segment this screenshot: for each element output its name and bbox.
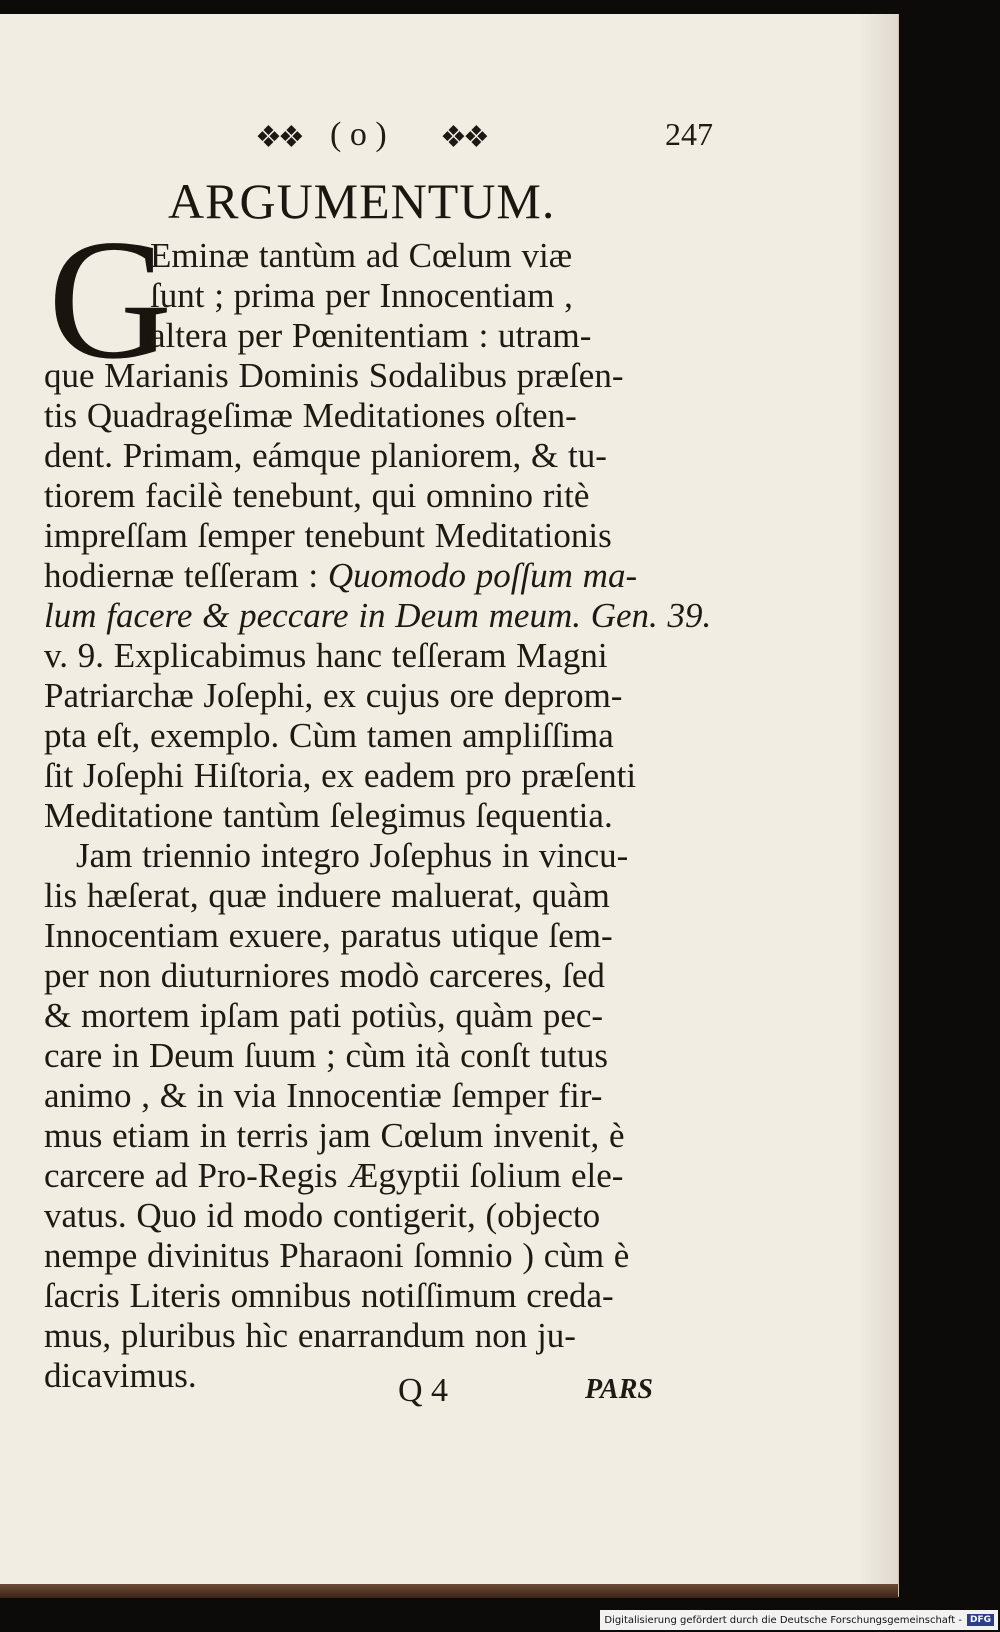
text-line: pta eſt, exemplo. Cùm tamen ampliſſima bbox=[44, 716, 614, 755]
text-line bbox=[44, 556, 637, 596]
text-line: impreſſam ſemper tenebunt Meditationis bbox=[44, 516, 612, 555]
text-line: mus, pluribus hìc enarrandum non ju- bbox=[44, 1316, 576, 1355]
text-line: tis Quadrageſimæ Meditationes oſten- bbox=[44, 396, 577, 435]
dfg-logo: DFG bbox=[967, 1614, 994, 1626]
text-line: dicavimus. bbox=[44, 1356, 197, 1395]
text-line: Innocentiam exuere, paratus utique ſem- bbox=[44, 916, 613, 955]
text-line-italic: lum facere & peccare in Deum meum. Gen. 39. bbox=[44, 596, 712, 635]
catchword: PARS bbox=[585, 1374, 653, 1405]
text-line: & mortem ipſam pati potiùs, quàm pec- bbox=[44, 996, 604, 1035]
page-edge bbox=[0, 1584, 898, 1598]
text-line: altera per Pœnitentiam : utram- bbox=[150, 316, 592, 355]
text-line: animo , & in via Innocentiæ ſemper fir- bbox=[44, 1076, 603, 1115]
page-number: 247 bbox=[665, 116, 713, 152]
text-line: v. 9. Explicabimus hanc teſſeram Magni bbox=[44, 636, 608, 675]
motto-italic: Quomodo poſſum ma- bbox=[327, 556, 638, 595]
text-line: ſunt ; prima per Innocentiam , bbox=[150, 276, 573, 315]
text-line: Meditatione tantùm ſelegimus ſequentia. bbox=[44, 796, 613, 835]
text-line: dent. Primam, eámque planiorem, & tu- bbox=[44, 436, 607, 475]
signature-mark: Q 4 bbox=[398, 1372, 449, 1409]
digitization-footer bbox=[600, 1610, 998, 1630]
text-line: mus etiam in terris jam Cœlum invenit, è bbox=[44, 1116, 625, 1155]
text-line: lis hæſerat, quæ induere maluerat, quàm bbox=[44, 876, 610, 915]
ornament-left-icon: ❖❖ bbox=[255, 120, 301, 155]
body-text bbox=[0, 14, 898, 1414]
section-marker: ( o ) bbox=[330, 116, 387, 153]
text-line: carcere ad Pro-Regis Ægyptii ſolium ele- bbox=[44, 1156, 624, 1195]
text-line: que Marianis Dominis Sodalibus præſen- bbox=[44, 356, 624, 395]
text-line: nempe divinitus Pharaoni ſomnio ) cùm è bbox=[44, 1236, 630, 1275]
text-line: per non diuturniores modò carceres, ſed bbox=[44, 956, 605, 995]
text-line: vatus. Quo id modo contigerit, (objecto bbox=[44, 1196, 601, 1235]
text-line: Patriarchæ Joſephi, ex cujus ore deprom- bbox=[44, 676, 623, 715]
footer-credit: Digitalisierung gefördert durch die Deutsche Forschungsgemeinschaft - bbox=[604, 1614, 962, 1626]
text-line: Jam triennio integro Joſephus in vincu- bbox=[76, 836, 629, 875]
drop-cap: G bbox=[48, 205, 173, 395]
text-line: tiorem facilè tenebunt, qui omnino ritè bbox=[44, 476, 590, 515]
text-segment: hodiernæ teſſeram : bbox=[44, 556, 319, 595]
text-line: care in Deum ſuum ; cùm ità conſt tutus bbox=[44, 1036, 608, 1075]
page-title: ARGUMENTUM. bbox=[168, 173, 556, 229]
text-line: Eminæ tantùm ad Cœlum viæ bbox=[150, 236, 573, 275]
book-page bbox=[0, 14, 899, 1597]
text-line: ſit Joſephi Hiſtoria, ex eadem pro præſenti bbox=[44, 756, 637, 795]
text-line: ſacris Literis omnibus notiſſimum creda- bbox=[44, 1276, 614, 1315]
ornament-right-icon: ❖❖ bbox=[440, 120, 486, 155]
